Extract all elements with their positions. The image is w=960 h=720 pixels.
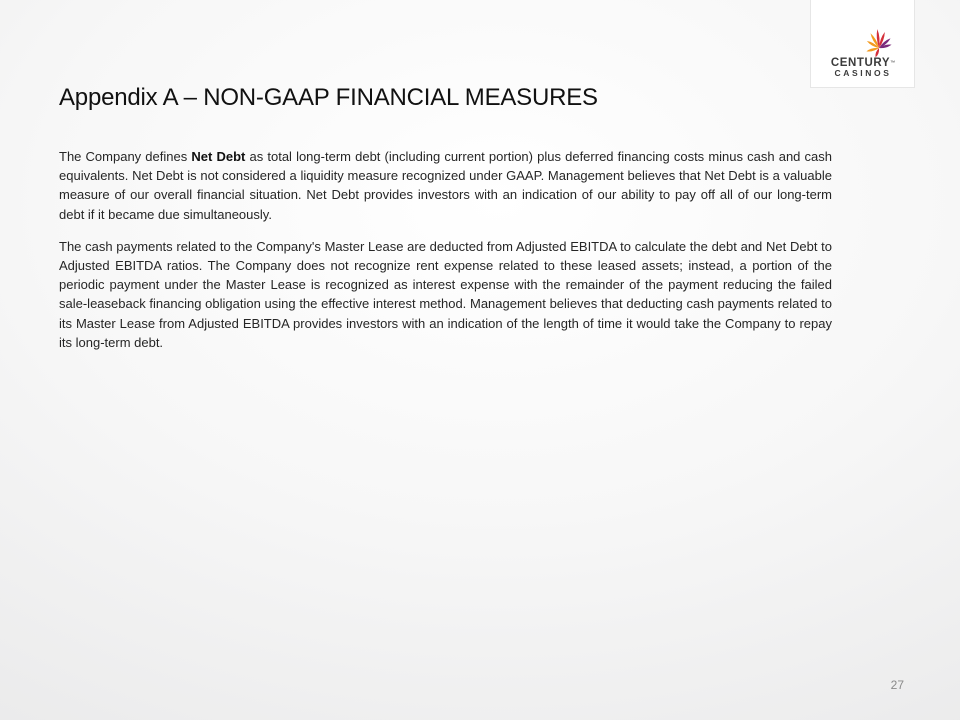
logo-wordmark-century: CENTURY™ xyxy=(830,57,896,69)
body-text xyxy=(59,147,832,365)
defined-term-net-debt: Net Debt xyxy=(191,149,246,164)
logo-wordmark-casinos: CASINOS xyxy=(834,68,892,78)
slide-title: Appendix A – NON-GAAP FINANCIAL MEASURES xyxy=(59,84,598,111)
paragraph-net-debt-definition xyxy=(59,147,832,224)
paragraph-intro: The Company defines xyxy=(59,149,192,164)
paragraph-body: as total long-term debt (including current portion) plus deferred financing costs minus cash and cash equivalents. Net Debt is not considered a liquidity measure recognized under GAAP. Management believes that Net Debt is a valuable measure of our overall financial situation. Net Debt provides investors with an indication of our ability to pay off all of our long-term debt if it became due simultaneously. xyxy=(59,149,833,222)
paragraph-master-lease: The cash payments related to the Company's Master Lease are deducted from Adjusted EBITDA to calculate the debt and Net Debt to Adjusted EBITDA ratios. The Company does not recognize rent expense related to these leased assets; instead, a portion of the periodic payment under the Master Lease is recognized as interest expense with the remainder of the payment reducing the failed sale-leaseback financing obligation using the effective interest method. Management believes that deducting cash payments related to its Master Lease from Adjusted EBITDA provides investors with an indication of the length of time it would take the Company to repay its long-term debt. xyxy=(59,238,832,350)
page-number: 27 xyxy=(890,678,904,692)
company-logo xyxy=(810,0,915,88)
